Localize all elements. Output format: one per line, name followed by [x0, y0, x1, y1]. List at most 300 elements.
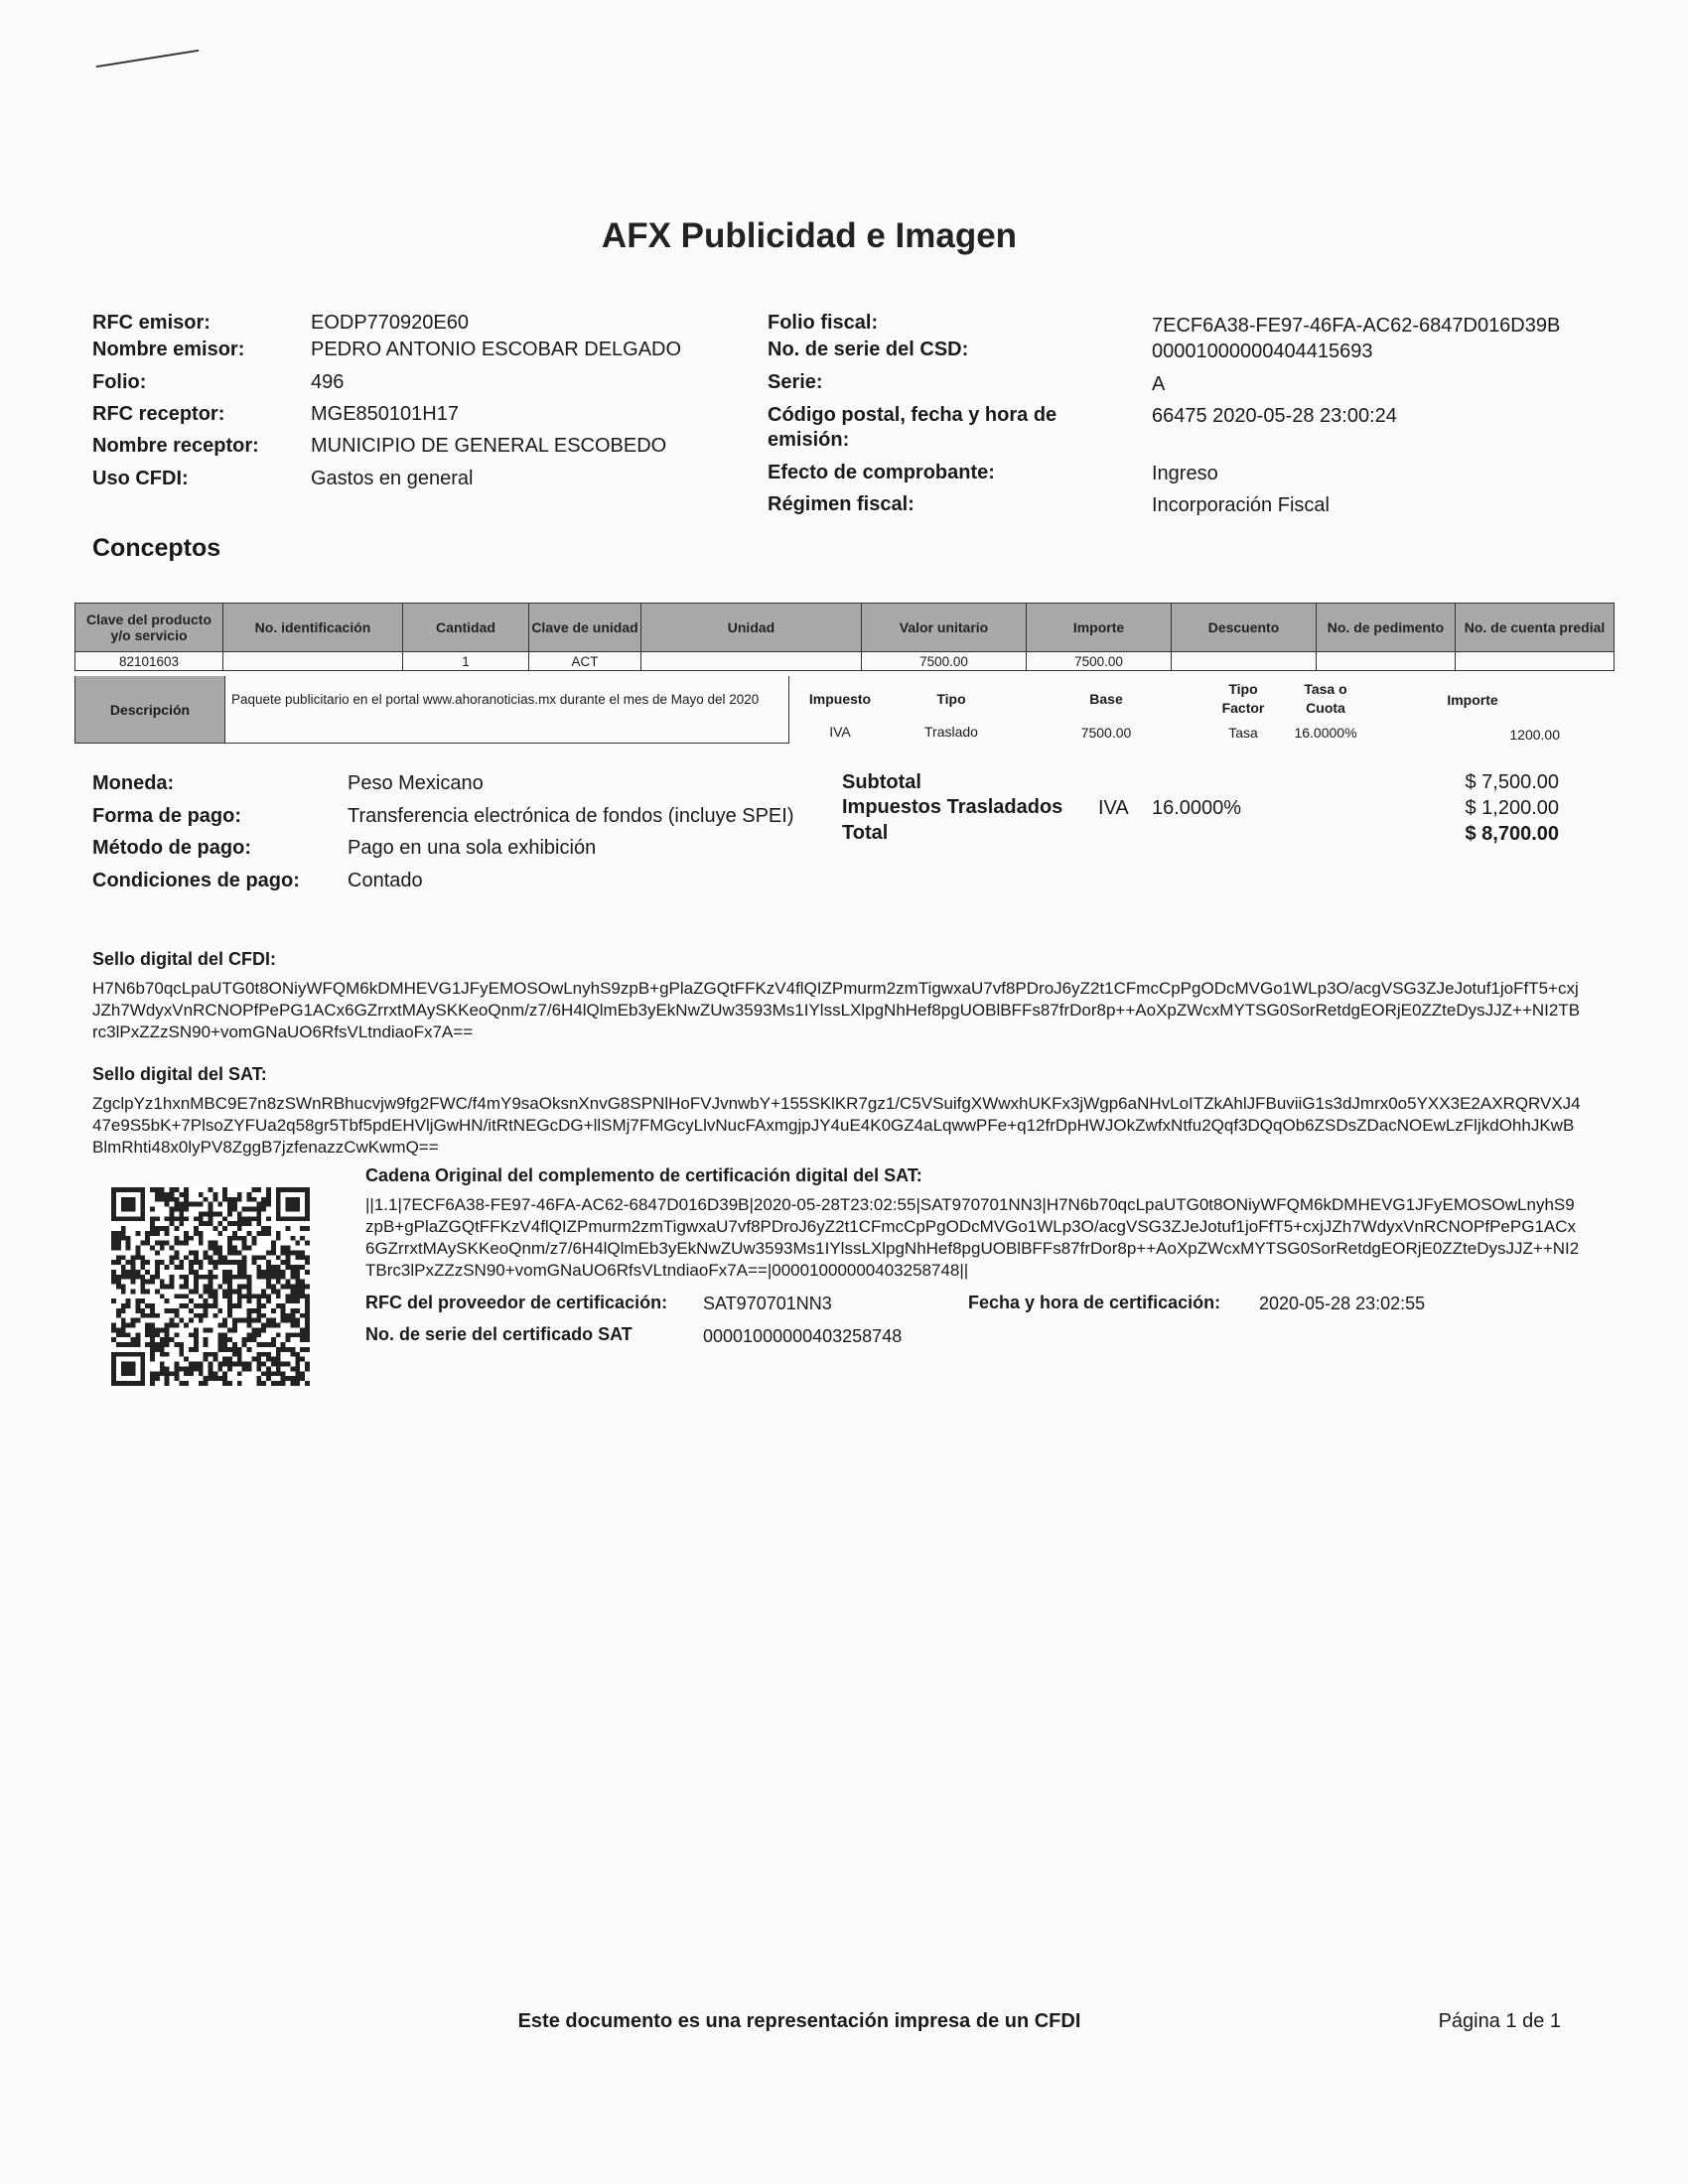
condiciones-pago-value: Contado [348, 870, 423, 891]
qr-module [212, 1246, 217, 1251]
qr-module [261, 1294, 266, 1298]
rfc-emisor-value: EODP770920E60 [311, 312, 470, 334]
qr-module [305, 1303, 310, 1308]
qr-module [227, 1303, 232, 1308]
qr-module [261, 1323, 266, 1328]
qr-module [199, 1221, 204, 1226]
qr-module [150, 1381, 155, 1386]
qr-module [209, 1211, 213, 1216]
qr-module [290, 1347, 295, 1352]
qr-module [199, 1366, 204, 1371]
qr-module [204, 1211, 209, 1216]
qr-module [199, 1192, 204, 1197]
efecto-value: Ingreso [1152, 463, 1218, 484]
qr-module [290, 1265, 295, 1270]
qr-module [140, 1192, 145, 1197]
qr-module [266, 1187, 271, 1192]
qr-module [281, 1376, 286, 1381]
qr-module [237, 1352, 242, 1357]
qr-module [184, 1236, 189, 1241]
qr-module [111, 1337, 116, 1342]
qr-module [281, 1318, 286, 1323]
qr-module [290, 1294, 295, 1298]
header-descuento: Descuento [1172, 604, 1317, 652]
qr-module [165, 1285, 170, 1290]
qr-module [256, 1308, 261, 1313]
qr-module [295, 1197, 300, 1202]
qr-module [251, 1260, 256, 1265]
qr-module [295, 1255, 300, 1260]
qr-module [179, 1241, 184, 1246]
header-valor-unitario: Valor unitario [862, 604, 1027, 652]
qr-module [209, 1376, 213, 1381]
qr-module [256, 1381, 261, 1386]
qr-module [295, 1352, 300, 1357]
qr-module [116, 1342, 121, 1347]
qr-module [212, 1376, 217, 1381]
qr-module [256, 1313, 261, 1318]
qr-module [150, 1216, 155, 1221]
qr-module [170, 1216, 175, 1221]
qr-module [251, 1197, 256, 1202]
tax-header-impuesto: Impuesto [808, 691, 872, 707]
qr-module [305, 1226, 310, 1231]
qr-module [295, 1202, 300, 1207]
qr-module [194, 1366, 199, 1371]
qr-module [199, 1241, 204, 1246]
qr-module [271, 1308, 276, 1313]
qr-module [266, 1216, 271, 1221]
qr-module [116, 1187, 121, 1192]
qr-module [256, 1294, 261, 1298]
qr-module [170, 1197, 175, 1202]
qr-module [131, 1342, 136, 1347]
qr-module [194, 1231, 199, 1236]
qr-module [131, 1323, 136, 1328]
tax-header-tipo: Tipo [936, 691, 966, 707]
qr-module [227, 1357, 232, 1362]
qr-module [295, 1250, 300, 1255]
qr-module [281, 1303, 286, 1308]
qr-module [232, 1362, 237, 1367]
qr-module [222, 1347, 227, 1352]
qr-module [209, 1289, 213, 1294]
total-value: $ 8,700.00 [1465, 823, 1559, 845]
qr-module [251, 1236, 256, 1241]
cell-clave-producto: 82101603 [75, 652, 223, 671]
qr-module [209, 1270, 213, 1275]
qr-module [189, 1265, 194, 1270]
qr-module [217, 1362, 222, 1367]
qr-module [194, 1285, 199, 1290]
qr-module [165, 1381, 170, 1386]
tax-header-tasa-2: Cuota [1306, 700, 1345, 716]
qr-module [242, 1294, 247, 1298]
qr-module [209, 1294, 213, 1298]
cell-valor-unitario: 7500.00 [862, 652, 1027, 671]
qr-module [121, 1342, 126, 1347]
qr-module [165, 1197, 170, 1202]
qr-module [305, 1207, 310, 1212]
qr-module [184, 1357, 189, 1362]
qr-module [256, 1342, 261, 1347]
qr-module [286, 1226, 291, 1231]
qr-module [232, 1221, 237, 1226]
qr-module [179, 1366, 184, 1371]
qr-module [165, 1327, 170, 1332]
qr-module [295, 1207, 300, 1212]
qr-module [300, 1294, 305, 1298]
qr-module [140, 1260, 145, 1265]
qr-module [227, 1294, 232, 1298]
qr-module [237, 1318, 242, 1323]
qr-module [155, 1275, 160, 1280]
qr-module [217, 1342, 222, 1347]
qr-module [116, 1381, 121, 1386]
regimen-label: Régimen fiscal: [768, 493, 914, 515]
qr-module [165, 1352, 170, 1357]
qr-module [247, 1318, 252, 1323]
qr-module [140, 1275, 145, 1280]
qr-module [251, 1255, 256, 1260]
qr-module [290, 1298, 295, 1303]
qr-module [261, 1197, 266, 1202]
qr-module [266, 1202, 271, 1207]
qr-module [131, 1202, 136, 1207]
qr-module [251, 1332, 256, 1337]
qr-module [116, 1231, 121, 1236]
qr-module [227, 1236, 232, 1241]
qr-module [194, 1280, 199, 1285]
qr-module [247, 1216, 252, 1221]
qr-module [111, 1357, 116, 1362]
qr-module [204, 1313, 209, 1318]
qr-module [222, 1260, 227, 1265]
qr-module [295, 1308, 300, 1313]
qr-module [116, 1260, 121, 1265]
qr-module [237, 1250, 242, 1255]
qr-module [290, 1308, 295, 1313]
qr-module [276, 1352, 281, 1357]
qr-module [242, 1337, 247, 1342]
qr-module [155, 1313, 160, 1318]
qr-module [276, 1332, 281, 1337]
qr-module [261, 1362, 266, 1367]
qr-module [111, 1362, 116, 1367]
qr-module [305, 1318, 310, 1323]
qr-module [116, 1313, 121, 1318]
qr-module [126, 1362, 131, 1367]
qr-module [165, 1308, 170, 1313]
qr-module [286, 1298, 291, 1303]
qr-module [179, 1192, 184, 1197]
qr-module [290, 1197, 295, 1202]
uso-cfdi-value: Gastos en general [311, 468, 474, 489]
qr-module [189, 1260, 194, 1265]
qr-module [111, 1216, 116, 1221]
qr-module [247, 1313, 252, 1318]
qr-module [276, 1197, 281, 1202]
description-box [74, 676, 789, 744]
qr-module [242, 1216, 247, 1221]
qr-module [266, 1371, 271, 1376]
qr-module [179, 1285, 184, 1290]
qr-module [227, 1347, 232, 1352]
qr-module [174, 1342, 179, 1347]
qr-module [261, 1270, 266, 1275]
qr-module [111, 1376, 116, 1381]
nombre-emisor-value: PEDRO ANTONIO ESCOBAR DELGADO [311, 339, 682, 360]
qr-module [165, 1298, 170, 1303]
qr-module [290, 1216, 295, 1221]
qr-module [237, 1357, 242, 1362]
qr-module [251, 1318, 256, 1323]
qr-module [184, 1285, 189, 1290]
rfc-proveedor-value: SAT970701NN3 [703, 1294, 832, 1313]
qr-module [237, 1381, 242, 1386]
qr-module [290, 1187, 295, 1192]
tax-base: 7500.00 [1080, 725, 1132, 741]
qr-module [150, 1337, 155, 1342]
qr-module [281, 1187, 286, 1192]
header-unidad: Unidad [641, 604, 862, 652]
qr-module [247, 1285, 252, 1290]
qr-module [209, 1241, 213, 1246]
qr-module [222, 1280, 227, 1285]
qr-module [261, 1352, 266, 1357]
qr-module [160, 1327, 165, 1332]
qr-module [222, 1270, 227, 1275]
qr-module [286, 1187, 291, 1192]
qr-module [295, 1362, 300, 1367]
qr-module [131, 1255, 136, 1260]
qr-module [121, 1381, 126, 1386]
qr-module [227, 1260, 232, 1265]
qr-module [126, 1246, 131, 1251]
qr-module [209, 1371, 213, 1376]
qr-module [300, 1265, 305, 1270]
qr-module [135, 1308, 140, 1313]
tax-header-tipo-factor-1: Tipo [1228, 681, 1258, 697]
qr-module [247, 1323, 252, 1328]
qr-module [126, 1342, 131, 1347]
qr-module [121, 1323, 126, 1328]
qr-module [212, 1371, 217, 1376]
qr-module [237, 1265, 242, 1270]
qr-module [184, 1303, 189, 1308]
qr-module [140, 1376, 145, 1381]
qr-module [212, 1192, 217, 1197]
qr-module [160, 1197, 165, 1202]
qr-module [222, 1381, 227, 1386]
qr-module [266, 1192, 271, 1197]
qr-module [247, 1308, 252, 1313]
qr-module [199, 1260, 204, 1265]
qr-module [135, 1332, 140, 1337]
qr-module [184, 1216, 189, 1221]
qr-module [281, 1260, 286, 1265]
qr-module [227, 1250, 232, 1255]
qr-module [199, 1216, 204, 1221]
qr-module [227, 1221, 232, 1226]
nombre-receptor-value: MUNICIPIO DE GENERAL ESCOBEDO [311, 435, 667, 457]
qr-module [209, 1366, 213, 1371]
qr-module [300, 1280, 305, 1285]
qr-module [256, 1352, 261, 1357]
qr-module [189, 1318, 194, 1323]
qr-module [276, 1202, 281, 1207]
qr-module [300, 1285, 305, 1290]
qr-module [271, 1342, 276, 1347]
qr-module [199, 1236, 204, 1241]
qr-module [261, 1371, 266, 1376]
qr-module [145, 1289, 150, 1294]
qr-module [242, 1318, 247, 1323]
qr-module [295, 1265, 300, 1270]
qr-module [256, 1332, 261, 1337]
qr-module [271, 1285, 276, 1290]
qr-module [305, 1332, 310, 1337]
qr-module [116, 1246, 121, 1251]
qr-module [189, 1366, 194, 1371]
qr-module [237, 1236, 242, 1241]
cell-unidad [641, 652, 862, 671]
qr-module [300, 1289, 305, 1294]
qr-module [305, 1255, 310, 1260]
qr-module [286, 1216, 291, 1221]
qr-module [160, 1192, 165, 1197]
qr-module [111, 1298, 116, 1303]
qr-module [276, 1236, 281, 1241]
qr-module [194, 1347, 199, 1352]
qr-module [165, 1226, 170, 1231]
qr-module [256, 1366, 261, 1371]
qr-module [266, 1298, 271, 1303]
qr-module [121, 1255, 126, 1260]
qr-module [199, 1318, 204, 1323]
qr-module [286, 1294, 291, 1298]
qr-module [305, 1327, 310, 1332]
qr-module [242, 1366, 247, 1371]
qr-module [222, 1357, 227, 1362]
qr-module [217, 1376, 222, 1381]
qr-module [305, 1216, 310, 1221]
qr-module [251, 1294, 256, 1298]
qr-module [247, 1362, 252, 1367]
pen-mark [95, 50, 199, 68]
qr-module [276, 1362, 281, 1367]
qr-module [222, 1216, 227, 1221]
qr-module [184, 1207, 189, 1212]
qr-module [111, 1197, 116, 1202]
qr-module [286, 1197, 291, 1202]
qr-module [266, 1260, 271, 1265]
qr-module [199, 1294, 204, 1298]
serie-certificado-sat-value: 00001000000403258748 [703, 1326, 903, 1346]
qr-module [179, 1207, 184, 1212]
qr-module [170, 1246, 175, 1251]
qr-module [247, 1298, 252, 1303]
qr-module [184, 1294, 189, 1298]
qr-module [194, 1327, 199, 1332]
qr-module [150, 1347, 155, 1352]
qr-module [242, 1362, 247, 1367]
qr-module [184, 1275, 189, 1280]
qr-module [174, 1376, 179, 1381]
qr-module [266, 1318, 271, 1323]
qr-module [189, 1270, 194, 1275]
qr-module [170, 1323, 175, 1328]
qr-module [145, 1260, 150, 1265]
qr-module [227, 1246, 232, 1251]
qr-module [160, 1280, 165, 1285]
qr-module [232, 1352, 237, 1357]
qr-module [217, 1337, 222, 1342]
qr-module [222, 1255, 227, 1260]
qr-module [121, 1236, 126, 1241]
qr-module [281, 1371, 286, 1376]
nombre-emisor-label: Nombre emisor: [92, 339, 245, 360]
qr-module [247, 1231, 252, 1236]
qr-module [126, 1381, 131, 1386]
qr-module [266, 1226, 271, 1231]
moneda-value: Peso Mexicano [348, 772, 484, 794]
qr-module [174, 1241, 179, 1246]
qr-module [266, 1285, 271, 1290]
qr-module [276, 1347, 281, 1352]
qr-module [212, 1289, 217, 1294]
qr-module [281, 1246, 286, 1251]
header-no-cuenta-predial: No. de cuenta predial [1456, 604, 1615, 652]
forma-pago-value: Transferencia electrónica de fondos (incluye SPEI) [348, 805, 794, 827]
header-no-pedimento: No. de pedimento [1317, 604, 1456, 652]
folio-label: Folio: [92, 371, 147, 393]
qr-module [116, 1236, 121, 1241]
qr-module [194, 1270, 199, 1275]
qr-module [204, 1308, 209, 1313]
fecha-certificacion-value: 2020-05-28 23:02:55 [1259, 1294, 1426, 1313]
qr-module [116, 1332, 121, 1337]
header-no-identificacion: No. identificación [223, 604, 403, 652]
qr-module [204, 1342, 209, 1347]
qr-module [256, 1211, 261, 1216]
qr-module [237, 1285, 242, 1290]
qr-module [204, 1381, 209, 1386]
qr-module [150, 1231, 155, 1236]
subtotal-value: $ 7,500.00 [1465, 771, 1559, 793]
qr-module [150, 1221, 155, 1226]
qr-module [189, 1332, 194, 1337]
table-header-row [75, 604, 1615, 652]
qr-module [251, 1216, 256, 1221]
qr-module [179, 1211, 184, 1216]
serie-csd-label: No. de serie del CSD: [768, 339, 969, 360]
qr-module [155, 1332, 160, 1337]
qr-module [286, 1313, 291, 1318]
qr-module [199, 1265, 204, 1270]
qr-module [212, 1211, 217, 1216]
qr-module [261, 1202, 266, 1207]
qr-module [281, 1216, 286, 1221]
qr-module [111, 1241, 116, 1246]
qr-module [286, 1207, 291, 1212]
qr-module [170, 1211, 175, 1216]
qr-module [179, 1275, 184, 1280]
qr-module [135, 1342, 140, 1347]
qr-module [160, 1347, 165, 1352]
qr-module [247, 1294, 252, 1298]
qr-module [145, 1270, 150, 1275]
